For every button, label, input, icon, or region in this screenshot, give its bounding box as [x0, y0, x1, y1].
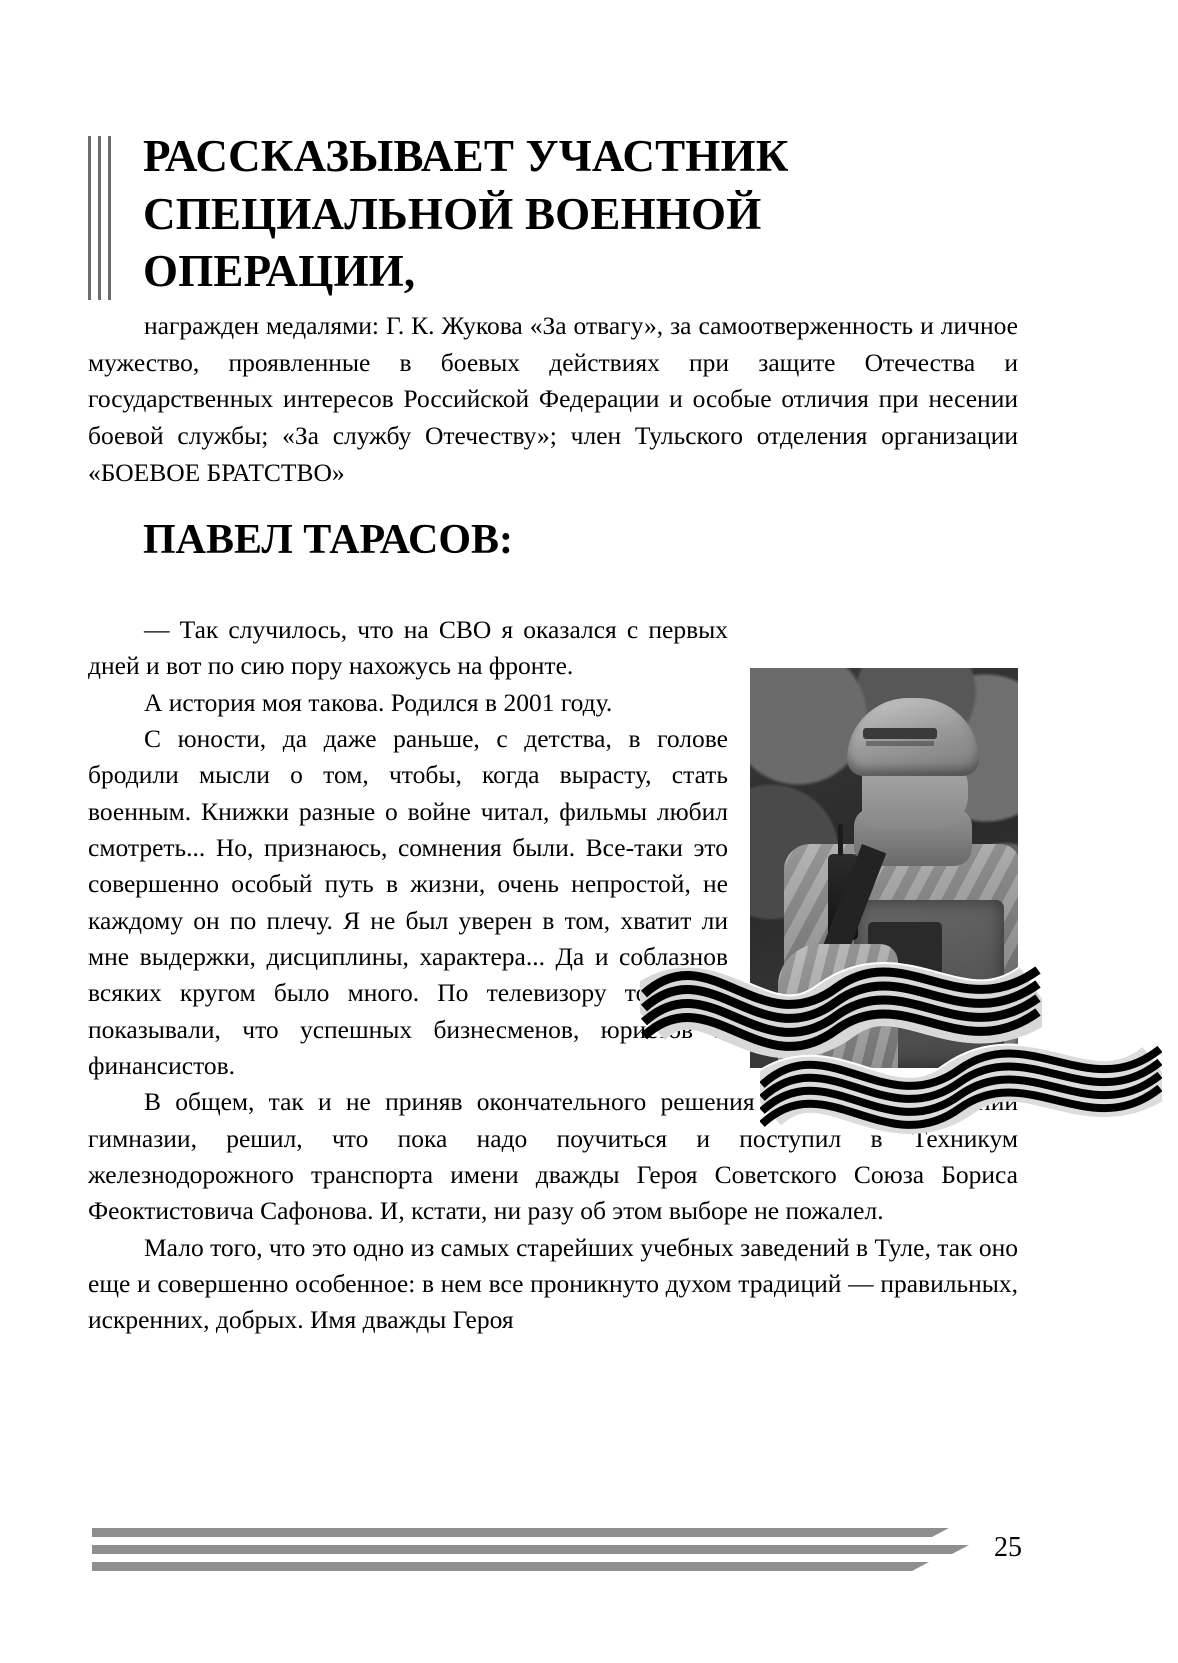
- page-footer: [92, 1528, 1022, 1598]
- footer-rule-bar-1: [92, 1528, 932, 1537]
- title-block: [88, 128, 1018, 301]
- body-text: [88, 612, 1018, 1339]
- title-rule-line-3: [108, 136, 111, 300]
- body-paragraph: Мало того, что это одно из самых старейших учебных заведений в Туле, так оно еще и совершенно особенное: в нем все проникнуто духом традиций — правильных, искренних, добрых. Имя дважды Героя: [88, 1232, 1018, 1335]
- title-rule-line-1: [88, 136, 91, 300]
- intro-paragraph: награжден медалями: Г. К. Жукова «За отвагу», за самоотверженность и личное мужество, проявленные в боевых действиях при защите Отечества и государственных интересов Российской Федерации и особые отличия при несении боевой службы; «За службу Отечеству»; член Тульского отделения организации «БОЕВОЕ БРАТСТВО»: [88, 311, 1018, 487]
- page-title: РАССКАЗЫВАЕТ УЧАСТНИК СПЕЦИАЛЬНОЙ ВОЕННОЙ ОПЕРАЦИИ,: [143, 131, 789, 297]
- footer-rule-bar-3: [92, 1562, 912, 1571]
- title-rule-decoration: [88, 136, 118, 300]
- footer-rule-bar-2: [92, 1545, 952, 1554]
- title-rule-line-2: [98, 136, 101, 300]
- photo-arm: [778, 944, 898, 1068]
- soldier-photo: [750, 668, 1018, 1068]
- page-number: 25: [994, 1532, 1022, 1563]
- body-paragraph: В общем, так и не приняв окончательного решения к моменту окончании гимназии, решил, что пока надо поучиться и поступил в Техникум железнодорожного транспорта имени дважды Героя Советского Союза Бориса Феоктистовича Сафонова. И, кстати, ни разу об этом выборе не пожалел.: [88, 1087, 1018, 1226]
- speaker-name: ПАВЕЛ ТАРАСОВ:: [143, 517, 514, 563]
- body-paragraph: — Так случилось, что на СВО я оказался с первых дней и вот по сию пору нахожусь на фронте.: [88, 615, 728, 681]
- figure-illustration: [750, 668, 1018, 1068]
- body-paragraph: С юности, да даже раньше, с детства, в голове бродили мысли о том, чтобы, когда вырасту, стать военным. Книжки разные о войне читал, фильмы любил смотреть... Но, признаюсь, сомнения были. Все-таки это совершенно особый путь в жизни, очень непростой, не каждому он по плечу. Я не был уверен в том, хватит ли мне выдержки, дисциплины, характера... Да и соблазнов всяких кругом было много. По телевизору только и показывали, что успешных бизнесменов, юристов и финансистов.: [88, 723, 728, 1080]
- body-paragraph: А история моя такова. Родился в 2001 году.: [144, 687, 613, 717]
- footer-rule-decoration: [92, 1528, 952, 1579]
